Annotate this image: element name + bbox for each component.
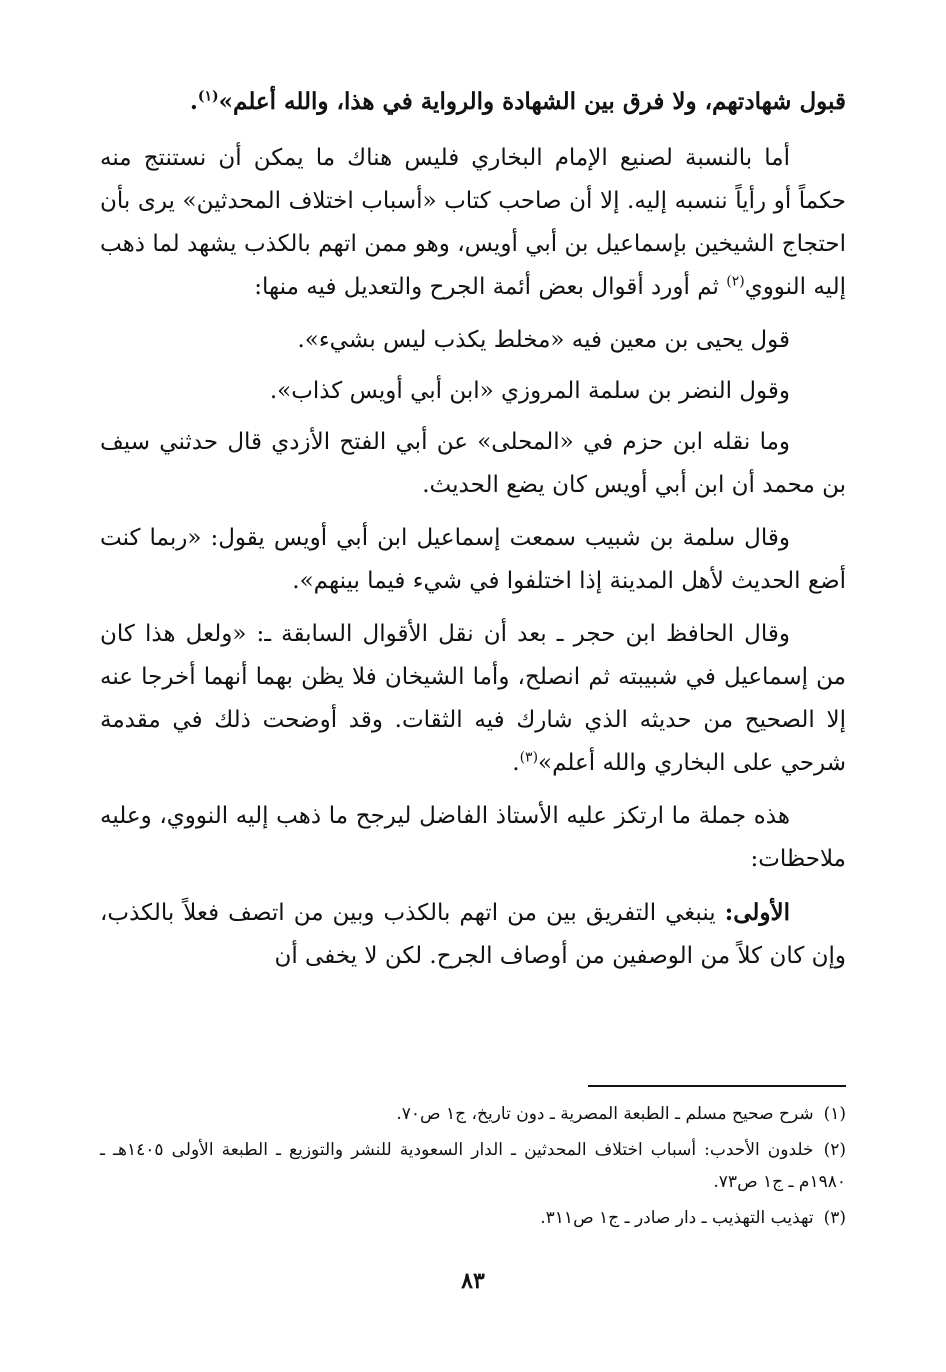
footnotes xyxy=(100,1098,846,1238)
page-number: ٨٣ xyxy=(461,1268,485,1294)
main-text xyxy=(100,80,846,988)
footnote-2 xyxy=(100,1134,846,1198)
paragraph-6-lead: الأولى: xyxy=(724,899,790,926)
paragraph-1-text-b: ثم أورد أقوال بعض أئمة الجرح والتعديل فيه منها: xyxy=(254,274,727,300)
footnote-text: تهذيب التهذيب ـ دار صادر ـ ج١ ص٣١١. xyxy=(540,1208,814,1228)
quote-1: قول يحيى بن معين فيه «مخلط يكذب ليس بشيء». xyxy=(297,327,790,353)
paragraph-6 xyxy=(100,891,846,978)
paragraph-6-text: ينبغي التفريق بين من اتهم بالكذب وبين من اتصف فعلاً بالكذب، وإن كان كلاً من الوصفين من أوصاف الجرح. لكن لا يخفى أن xyxy=(100,900,846,969)
footnote-number: (٢) xyxy=(823,1140,846,1160)
footnote-number: (٣) xyxy=(823,1208,846,1228)
footnote-text: شرح صحيح مسلم ـ الطبعة المصرية ـ دون تاريخ، ج١ ص٧٠. xyxy=(396,1104,814,1124)
footnote-text: خلدون الأحدب: أسباب اختلاف المحدثين ـ الدار السعودية للنشر والتوزيع ـ الطبعة الأولى ١٤٠٥هـ ـ ١٩٨٠م ـ ج١ ص٧٣. xyxy=(100,1140,846,1192)
paragraph-4: وقال الحافظ ابن حجر ـ بعد أن نقل الأقوال السابقة ـ: «ولعل هذا كان من إسماعيل في شبيبته ثم انصلح، وأما الشيخان فلا يظن بهما أنهما أخرجا عنه إلا الصحيح من حديثه الذي شارك فيه الثقات. وقد أوضحت ذلك في مقدمة شرحي على البخاري والله أعلم»$^{(٣)}$. xyxy=(100,621,846,776)
paragraph-2: وما نقله ابن حزم في «المحلى» عن أبي الفتح الأزدي قال حدثني سيف بن محمد أن ابن أبي أويس كان يضع الحديث. xyxy=(100,429,846,498)
opening-line-text: قبول شهادتهم، ولا فرق بين الشهادة والرواية في هذا، والله أعلم» xyxy=(218,88,846,115)
footnote-3 xyxy=(100,1202,846,1234)
paragraph-5: هذه جملة ما ارتكز عليه الأستاذ الفاضل ليرجح ما ذهب إليه النووي، وعليه ملاحظات: xyxy=(100,803,846,872)
footnote-1 xyxy=(100,1098,846,1130)
footnote-ref-3: (٣) xyxy=(519,749,539,766)
quote-2: وقول النضر بن سلمة المروزي «ابن أبي أويس كذاب». xyxy=(269,378,790,404)
opening-line: قبول شهادتهم، ولا فرق بين الشهادة والرواية في هذا، والله أعلم»$^{(١)}$. xyxy=(189,88,846,115)
paragraph-3: وقال سلمة بن شبيب سمعت إسماعيل ابن أبي أويس يقول: «ربما كنت أضع الحديث لأهل المدينة إذا اختلفوا في شيء فيما بينهم». xyxy=(100,525,846,594)
paragraph-1-text-a: أما بالنسبة لصنيع الإمام البخاري فليس هناك ما يمكن أن نستنتج منه حكماً أو رأياً ننسبه إليه. إلا أن صاحب كتاب «أسباب اختلاف المحدثين» يرى بأن احتجاج الشيخين بإسماعيل بن أبي أويس، وهو ممن اتهم بالكذب يشهد لما ذهب إليه النووي xyxy=(100,145,846,300)
footnote-ref-1: (١) xyxy=(197,88,219,105)
footnote-divider xyxy=(588,1085,846,1087)
paragraph-4-text: وقال الحافظ ابن حجر ـ بعد أن نقل الأقوال السابقة ـ: «ولعل هذا كان من إسماعيل في شبيبته ثم انصلح، وأما الشيخان فلا يظن بهما أنهما أخرجا عنه إلا الصحيح من حديثه الذي شارك فيه الثقات. وقد أوضحت ذلك في مقدمة شرحي على البخاري والله أعلم» xyxy=(100,621,846,776)
footnote-ref-2: (٢) xyxy=(726,273,745,290)
footnote-number: (١) xyxy=(823,1104,846,1124)
paragraph-1 xyxy=(100,137,846,309)
